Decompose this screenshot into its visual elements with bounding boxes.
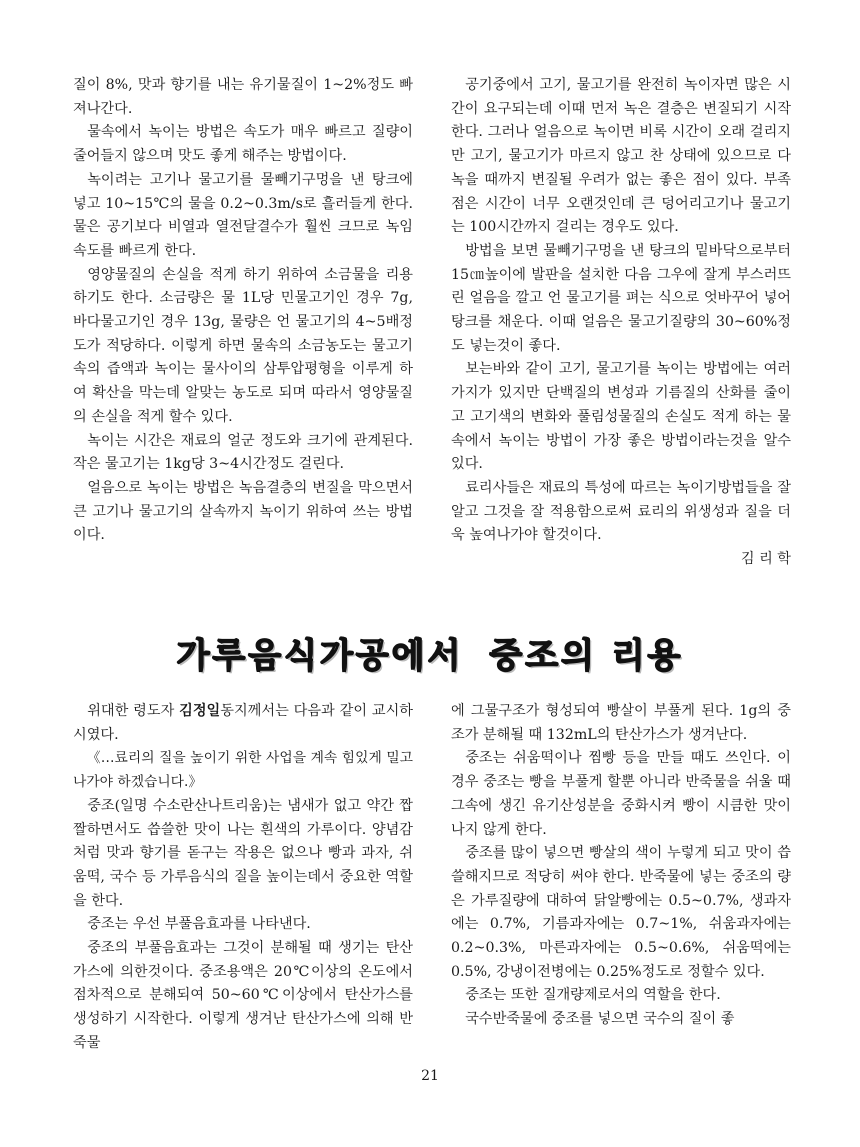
leader-name: 김정일 — [179, 703, 221, 719]
article1-right-column — [451, 74, 791, 572]
paragraph: 중조의 부풀음효과는 그것이 분해될 때 생기는 탄산가스에 의한것이다. 중조용액은 20℃이상의 온도에서 점차적으로 분해되여 50~60℃이상에서 탄산가스를 생성하기 시작한다. 이렇게 생겨난 탄산가스에 의해 반죽물 — [73, 940, 413, 1051]
paragraph: 국수반죽물에 중조를 넣으면 국수의 질이 좋 — [465, 1011, 735, 1028]
paragraph: 방법을 보면 물빼기구멍을 낸 탕크의 밑바닥으로부터 15㎝높이에 발판을 설치한 다음 그우에 잘게 부스러뜨린 얼음을 깔고 언 물고기를 펴는 식으로 엇바꾸어 넣어 탕크를 채운다. 이때 얼음은 물고기질량의 30~60%정도 넣는것이 좋다. — [451, 242, 791, 354]
article2-title — [0, 628, 860, 677]
paragraph: 공기중에서 고기, 물고기를 완전히 녹이자면 많은 시간이 요구되는데 이때 먼저 녹은 결층은 변질되기 시작한다. 그러나 얼음으로 녹이면 비록 시간이 오래 걸리지만 고기, 물고기가 마르지 않고 찬 상태에 있으므로 다 녹을 때까지 변질될 우려가 없는 좋은 점이 있다. 부족점은 시간이 너무 오랜것인데 큰 덩어리고기나 물고기는 100시간까지 걸리는 경우도 있다. — [451, 77, 791, 236]
paragraph: 에 그물구조가 형성되여 빵살이 부풀게 된다. 1g의 중조가 분해될 때 132mL의 탄산가스가 생겨난다. — [451, 703, 791, 743]
paragraph: 중조는 또한 질개량제로서의 역할을 한다. — [465, 987, 721, 1004]
paragraph: 중조(일명 수소란산나트리움)는 냄새가 없고 약간 짭짤하면서도 씁쓸한 맛이 나는 흰색의 가루이다. 양념감처럼 맛과 향기를 돋구는 작용은 없으나 빵과 과자, 쉬움떡, 국수 등 가루음식의 질을 높이는데서 중요한 역할을 한다. — [73, 797, 413, 909]
paragraph: 중조는 쉬움떡이나 찜빵 등을 만들 때도 쓰인다. 이 경우 중조는 빵을 부풀게 할뿐 아니라 반죽물을 쉬울 때 그속에 생긴 유기산성분을 중화시켜 빵이 시큼한 맛이 나지 않게 한다. — [451, 750, 791, 838]
paragraph: 보는바와 같이 고기, 물고기를 녹이는 방법에는 여러가지가 있지만 단백질의 변성과 기름질의 산화를 줄이고 고기색의 변화와 풀림성물질의 손실도 적게 하는 물속에서 녹이는 방법이 가장 좋은 방법이라는것을 알수 있다. — [451, 361, 791, 473]
paragraph: 중조는 우선 부풀음효과를 나타낸다. — [87, 916, 311, 933]
paragraph: 질이 8%, 맛과 향기를 내는 유기물질이 1~2%정도 빠져나간다. — [73, 77, 413, 117]
intro-paragraph — [73, 700, 413, 747]
paragraph: 녹이는 시간은 재료의 얼군 정도와 크기에 관계된다. 작은 물고기는 1kg당 3~4시간정도 걸린다. — [73, 432, 413, 473]
paragraph: 얼음으로 녹이는 방법은 녹음결층의 변질을 막으면서 큰 고기나 물고기의 살속까지 녹이기 위하여 쓰는 방법이다. — [73, 479, 413, 544]
paragraph: 중조를 많이 넣으면 빵살의 색이 누렇게 되고 맛이 씁쓸해지므로 적당히 써야 한다. 반죽물에 넣는 중조의 량은 가루질량에 대하여 닭알빵에는 0.5~0.7%, 생과자에는 0.7%, 기름과자에는 0.7~1%, 쉬움과자에는 0.2~0.3%, 마른과자에는 0.5~0.6%, 쉬움떡에는 0.5%, 강냉이전병에는 0.25%정도로 정할수 있다. — [451, 845, 791, 980]
article2-left-column — [73, 700, 413, 1056]
intro-text: 동지께서는 다음과 같이 교시하시였다. — [73, 703, 413, 743]
paragraph: 물속에서 녹이는 방법은 속도가 매우 빠르고 질량이 줄어들지 않으며 맛도 좋게 해주는 방법이다. — [73, 124, 413, 165]
page-number: 21 — [421, 1068, 439, 1084]
article2-right-column — [451, 700, 791, 1032]
intro-text: 위대한 령도자 — [87, 703, 180, 719]
article-author: 김 리 학 — [740, 551, 791, 568]
paragraph: 녹이려는 고기나 물고기를 물빼기구멍을 낸 탕크에 넣고 10~15℃의 물을 0.2~0.3m/s로 흘러들게 한다. 물은 공기보다 비열과 열전달결수가 훨씬 크므로 녹임속도를 빠르게 한다. — [73, 171, 413, 259]
paragraph: 영양물질의 손실을 적게 하기 위하여 소금물을 리용하기도 한다. 소금량은 물 1L당 민물고기인 경우 7g, 바다물고기인 경우 13g, 물량은 언 물고기의 4~5배정도가 적당하다. 이렇게 하면 물속의 소금농도는 물고기속의 즙액과 녹이는 물사이의 삼투압평형을 이루게 하여 확산을 막는데 알맞는 농도로 되며 따라서 영양물질의 손실을 적게 할수 있다. — [73, 266, 413, 425]
title-part: 중조의 리용 — [489, 636, 684, 676]
paragraph: 료리사들은 재료의 특성에 따르는 녹이기방법들을 잘 알고 그것을 잘 적용함으로써 료리의 위생성과 질을 더욱 높여나가야 할것이다. — [451, 479, 791, 544]
quote: 《…료리의 질을 높이기 위한 사업을 계속 힘있게 밀고나가야 하겠습니다.》 — [73, 750, 413, 791]
article1-left-column — [73, 74, 413, 548]
title-part: 가루음식가공에서 — [176, 636, 464, 676]
